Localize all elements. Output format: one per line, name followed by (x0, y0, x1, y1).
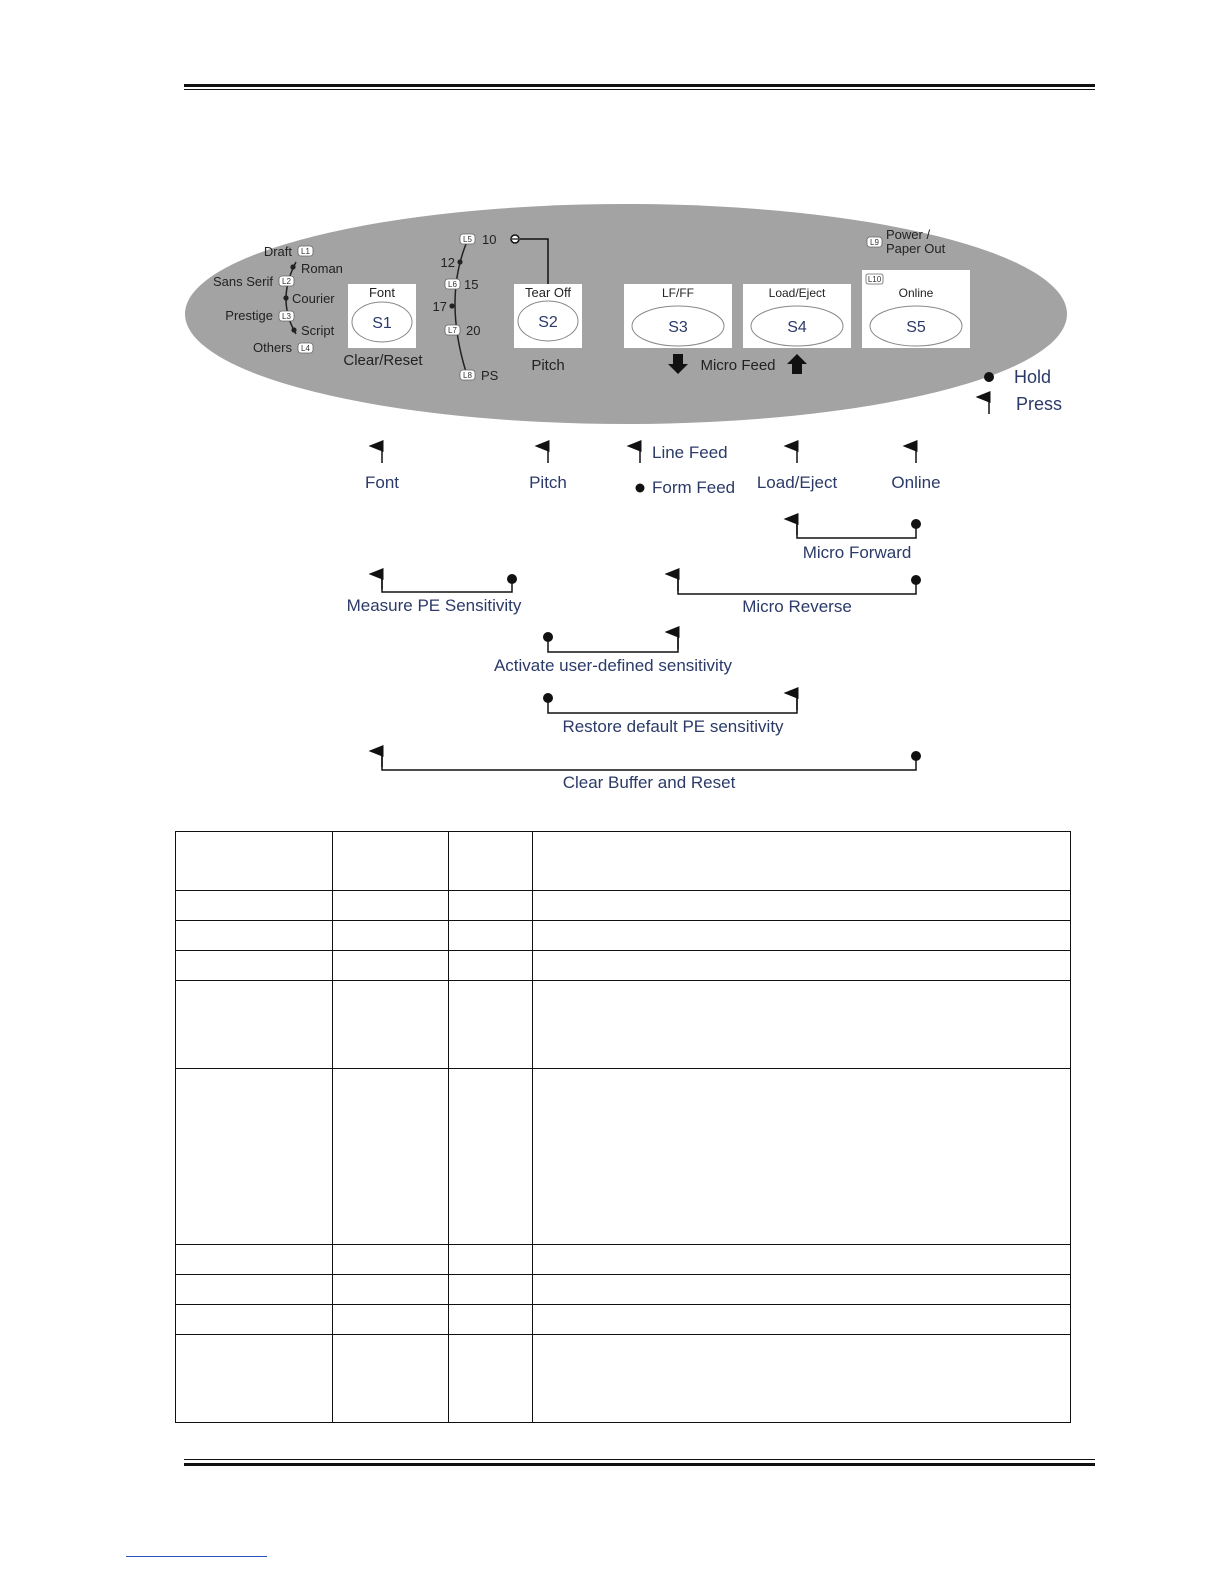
svg-text:L8: L8 (463, 371, 472, 380)
svg-text:Tear Off: Tear Off (524, 285, 572, 300)
button-s3[interactable] (624, 284, 732, 348)
func-online: Online (891, 473, 941, 492)
font-sans-serif: Sans Serif (213, 274, 273, 289)
func-clear-buffer: Clear Buffer and Reset (562, 773, 736, 792)
func-micro-forward: Micro Forward (802, 543, 912, 562)
svg-text:L9: L9 (870, 238, 879, 247)
svg-text:L2: L2 (282, 277, 291, 286)
table-row (176, 981, 1071, 1069)
table-row (176, 951, 1071, 981)
pitch-17: 17 (432, 299, 447, 314)
led-l1 (298, 246, 313, 256)
svg-text:S3: S3 (668, 319, 688, 336)
svg-text:L7: L7 (448, 326, 457, 335)
svg-text:L1: L1 (301, 247, 310, 256)
svg-text:S4: S4 (787, 319, 807, 336)
func-line-feed: Line Feed (652, 443, 728, 462)
micro-feed-label: Micro Feed (700, 357, 776, 374)
paper-out-label: Paper Out (886, 241, 946, 256)
func-micro-reverse: Micro Reverse (742, 597, 852, 616)
font-others: Others (252, 340, 292, 355)
footer-rule (184, 1463, 1095, 1466)
led-l6 (445, 279, 460, 289)
led-l10 (866, 274, 883, 284)
legend-press: Press (1016, 394, 1063, 414)
table-row (176, 1275, 1071, 1305)
svg-text:S2: S2 (538, 314, 558, 331)
svg-text:L10: L10 (867, 275, 882, 284)
pitch-12: 12 (440, 255, 455, 270)
led-l9 (867, 237, 882, 247)
func-measure-pe: Measure PE Sensitivity (346, 596, 522, 615)
button-s1[interactable] (348, 284, 416, 348)
hold-dot-icon (984, 372, 994, 382)
func-activate-user: Activate user-defined sensitivity (493, 656, 733, 675)
svg-text:L4: L4 (301, 344, 310, 353)
settings-table (175, 831, 1071, 1423)
font-courier: Courier (292, 291, 335, 306)
func-restore-default: Restore default PE sensitivity (562, 717, 784, 736)
footer-rule-thin (184, 1459, 1095, 1460)
led-l5 (460, 234, 475, 244)
footer-link-underline[interactable] (126, 1556, 267, 1557)
font-draft: Draft (263, 244, 292, 259)
font-prestige: Prestige (225, 308, 273, 323)
svg-text:L3: L3 (282, 312, 291, 321)
led-l3 (279, 311, 294, 321)
button-s2[interactable] (514, 284, 582, 348)
func-font: Font (364, 473, 400, 492)
button-s4[interactable] (743, 284, 851, 348)
led-l8 (460, 370, 475, 380)
led-l4 (298, 343, 313, 353)
svg-text:S1: S1 (372, 315, 392, 332)
table-row (176, 891, 1071, 921)
clear-reset-label: Clear/Reset (343, 352, 423, 369)
table-row (176, 832, 1071, 891)
func-form-feed: Form Feed (652, 478, 736, 497)
pitch-10: 10 (482, 232, 497, 247)
svg-text:L5: L5 (463, 235, 472, 244)
func-load-eject: Load/Eject (756, 473, 838, 492)
svg-text:Load/Eject: Load/Eject (768, 286, 826, 300)
func-pitch: Pitch (529, 473, 567, 492)
font-script: Script (301, 323, 335, 338)
table-row (176, 921, 1071, 951)
svg-text:L6: L6 (448, 280, 457, 289)
pitch-ps: PS (481, 368, 499, 383)
table-row (176, 1335, 1071, 1423)
svg-text:Font: Font (368, 285, 396, 300)
svg-text:LF/FF: LF/FF (662, 286, 694, 300)
svg-text:S5: S5 (906, 319, 926, 336)
led-l2 (279, 276, 294, 286)
pitch-15: 15 (464, 277, 479, 292)
table-row (176, 1245, 1071, 1275)
font-roman: Roman (301, 261, 343, 276)
svg-text:Online: Online (898, 286, 934, 300)
table-row (176, 1305, 1071, 1335)
pitch-20: 20 (466, 323, 481, 338)
pitch-below-label: Pitch (531, 357, 565, 374)
table-row (176, 1069, 1071, 1245)
legend-hold: Hold (1014, 367, 1052, 387)
power-label: Power / (886, 227, 931, 242)
led-l7 (445, 325, 460, 335)
